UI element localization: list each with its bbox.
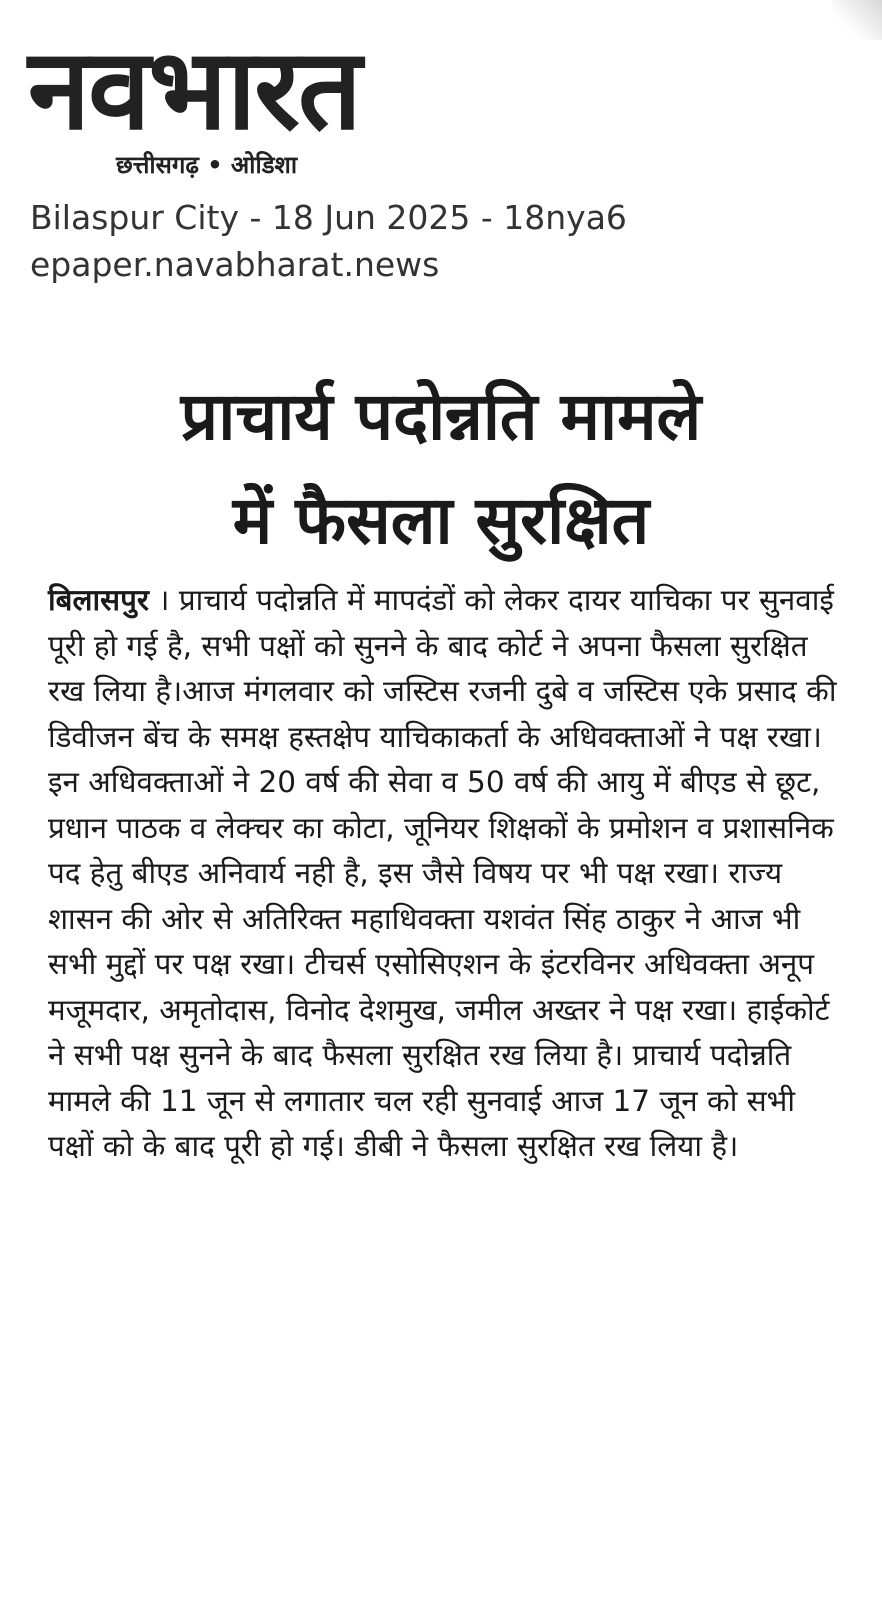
newspaper-logo: नवभारत: [28, 25, 360, 155]
edition-regions: छत्तीसगढ़ • ओडिशा: [116, 151, 298, 179]
issue-line: Bilaspur City - 18 Jun 2025 - 18nya6: [30, 198, 627, 237]
headline-line-1: प्राचार्य पदोन्नति मामले: [180, 378, 702, 455]
article-text: । प्राचार्य पदोन्नति में मापदंडों को लेकर दायर याचिका पर सुनवाई पूरी हो गई है, सभी पक्षों को सुनने के बाद कोर्ट ने अपना फैसला सुरक्षित रख लिया है।आज मंगलवार को जस्टिस रजनी दुबे व जस्टिस एके प्रसाद की डिवीजन बेंच के समक्ष हस्तक्षेप याचिकाकर्ता के अधिवक्ताओं ने पक्ष रखा। इन अधिवक्ताओं ने 20 वर्ष की सेवा व 50 वर्ष की आयु में बीएड से छूट, प्रधान पाठक व लेक्चर का कोटा, जूनियर शिक्षकों के प्रमोशन व प्रशासनिक पद हेतु बीएड अनिवार्य नही है, इस जैसे विषय पर भी पक्ष रखा। राज्य शासन की ओर से अतिरिक्त महाधिवक्ता यशवंत सिंह ठाकुर ने आज भी सभी मुद्दों पर पक्ष रखा। टीचर्स एसोसिएशन के इंटरविनर अधिवक्ता अनूप मजूमदार, अमृतोदास, विनोद देशमुख, जमील अख्तर ने पक्ष रखा। हाईकोर्ट ने सभी पक्ष सुनने के बाद फैसला सुरक्षित रख लिया है। प्राचार्य पदोन्नति मामले की 11 जून से लगातार चल रही सुनवाई आज 17 जून को सभी पक्षों को के बाद पूरी हो गई। डीबी ने फैसला सुरक्षित रख लिया है।: [48, 583, 837, 1163]
newspaper-masthead: [28, 25, 488, 179]
epaper-url: epaper.navabharat.news: [30, 245, 440, 284]
headline-line-2: में फैसला सुरक्षित: [232, 482, 650, 559]
article-headline: [30, 365, 852, 573]
page-corner-shadow: [832, 0, 882, 40]
article-body: [48, 578, 838, 1170]
article-dateline: बिलासपुर: [48, 583, 149, 617]
